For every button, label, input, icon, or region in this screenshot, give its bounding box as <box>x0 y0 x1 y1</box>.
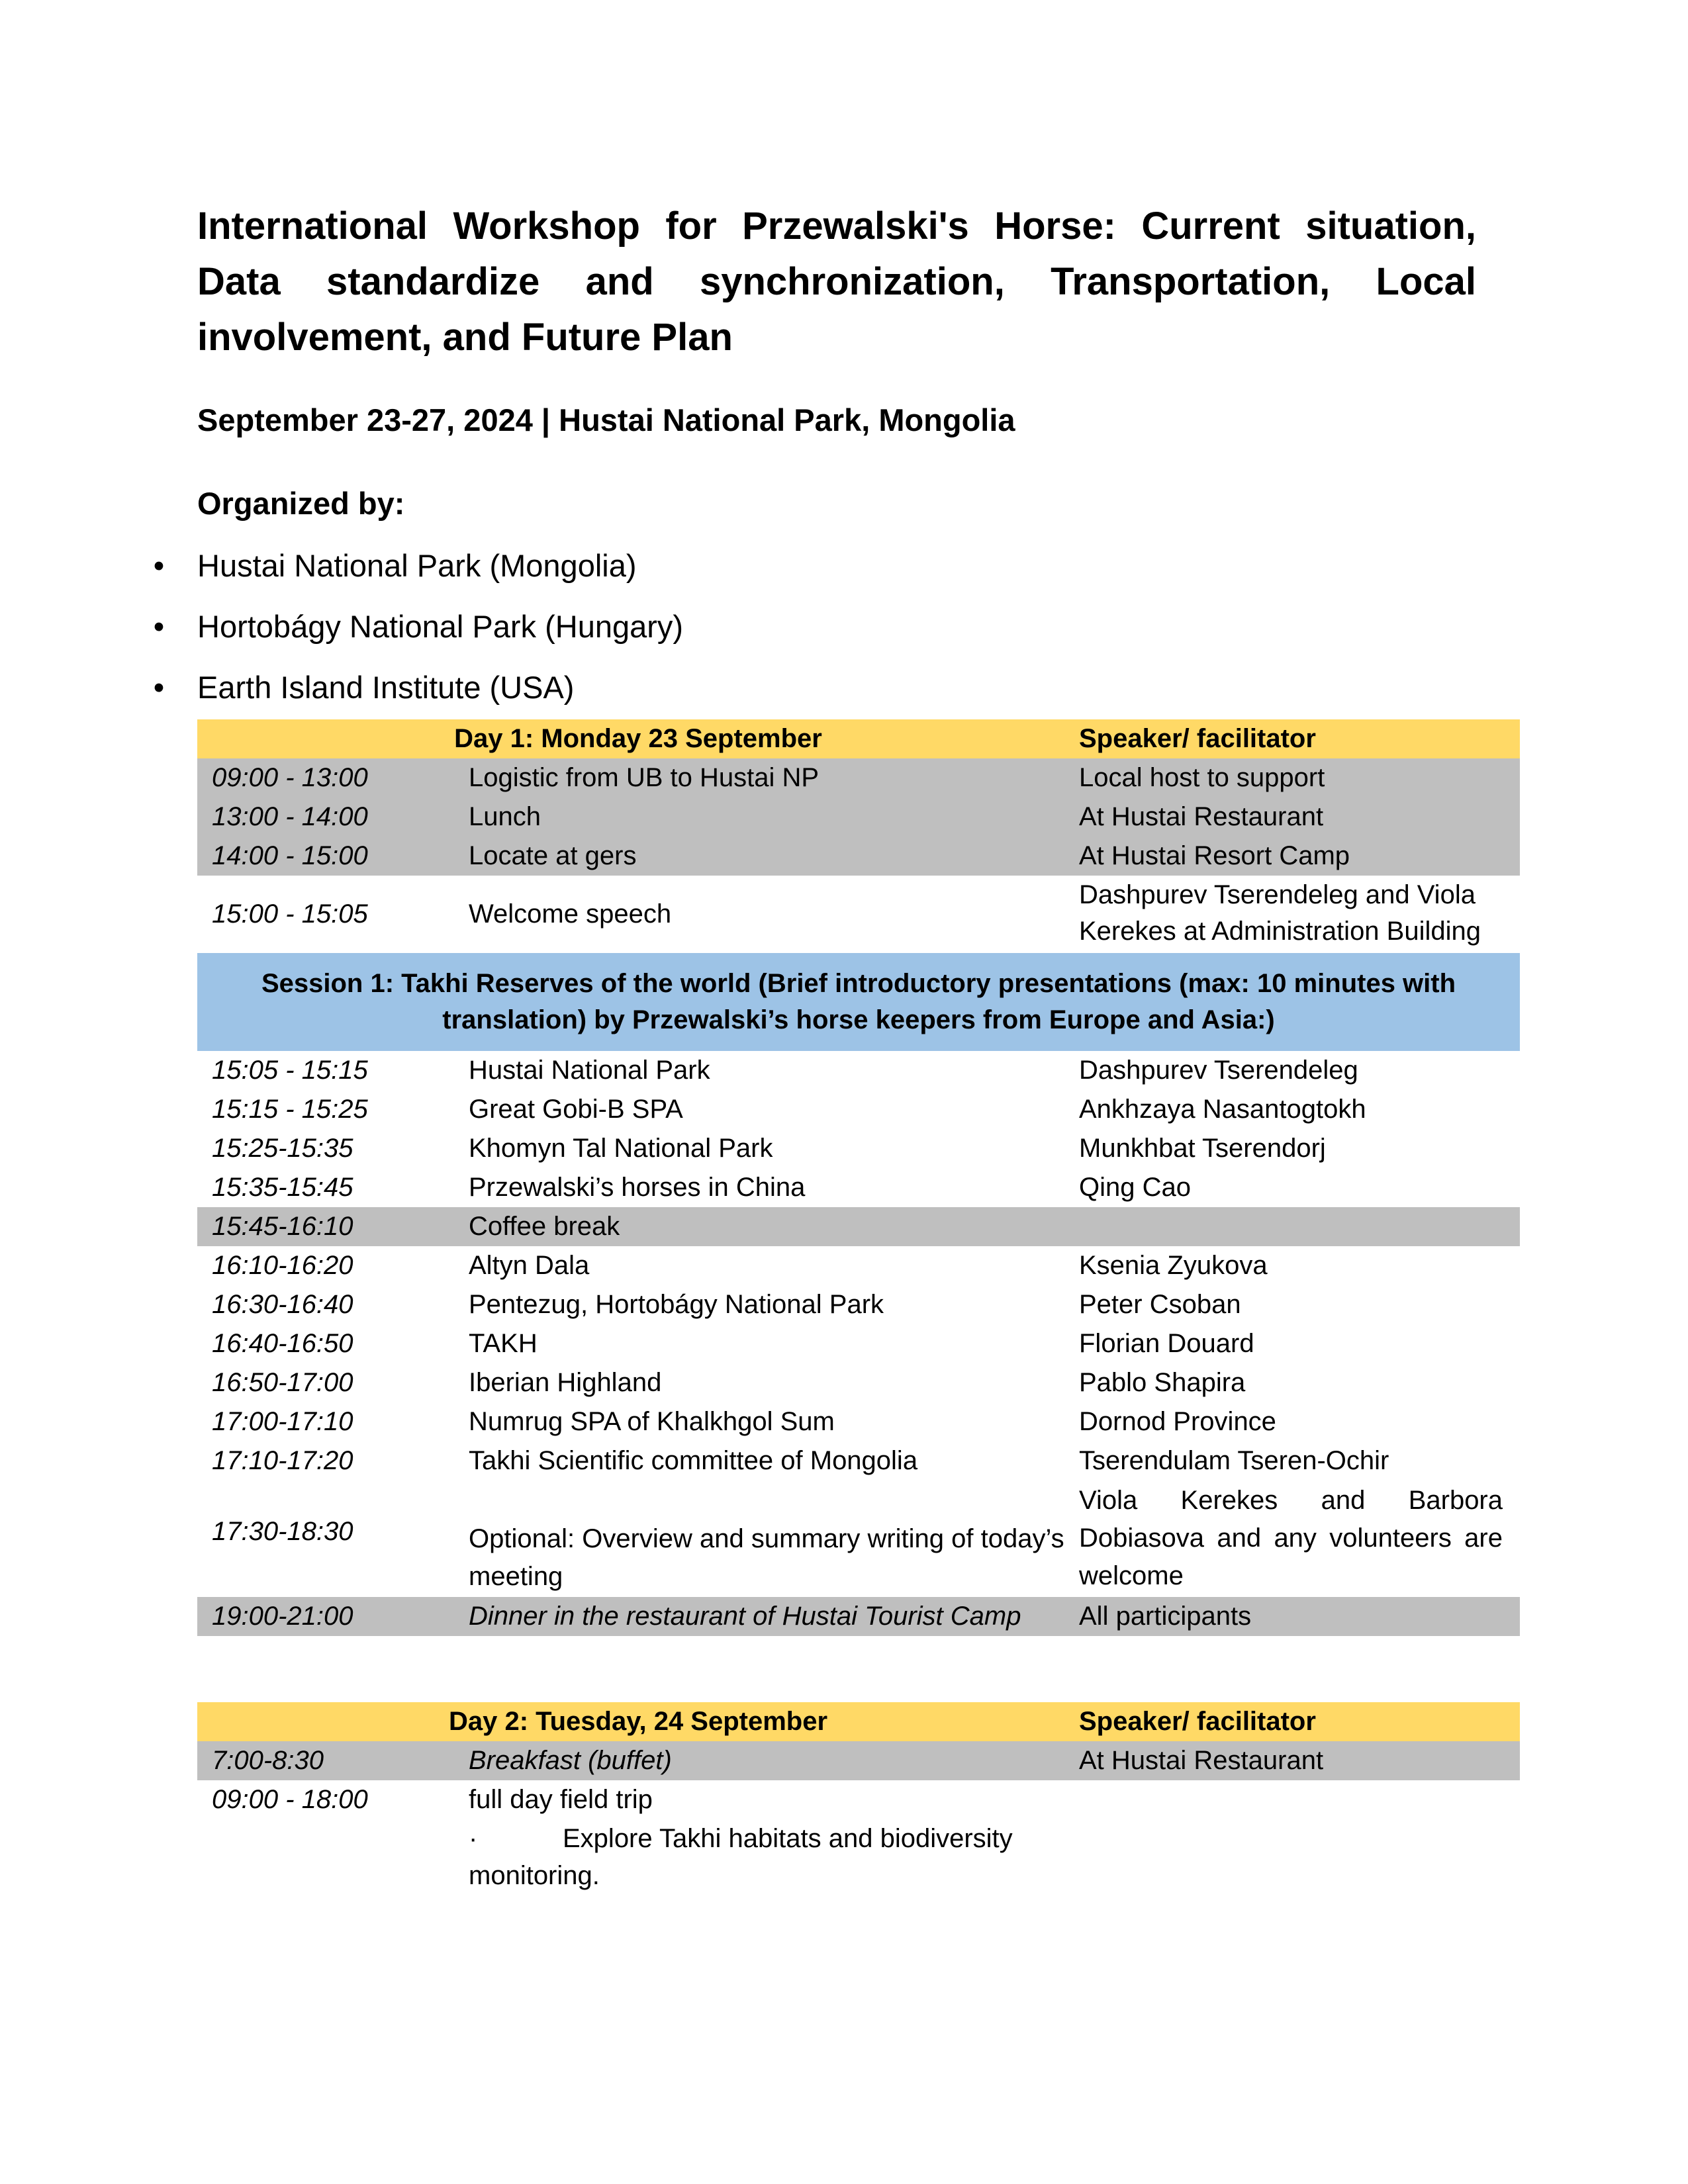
event-date-location: September 23-27, 2024 | Hustai National Park, Mongolia <box>197 402 1015 437</box>
speaker-cell: Dashpurev Tserendeleg <box>1079 1056 1358 1085</box>
table-row <box>197 1324 1520 1363</box>
table-row <box>197 1402 1520 1441</box>
speaker-cell: At Hustai Restaurant <box>1079 1746 1324 1775</box>
speaker-cell: Local host to support <box>1079 763 1325 792</box>
page-title: International Workshop for Przewalski's Horse: Current situation, Data standardize and synchronization, Transportation, Local involvement, and Future Plan <box>197 205 1476 359</box>
organizer-item <box>146 543 683 604</box>
table-row <box>197 1246 1520 1285</box>
activity-cell: Hustai National Park <box>469 1056 710 1085</box>
time-cell: 7:00-8:30 <box>212 1746 324 1775</box>
activity-cell: Breakfast (buffet) <box>469 1746 672 1775</box>
activity-cell: Iberian Highland <box>469 1368 662 1397</box>
time-cell: 14:00 - 15:00 <box>212 841 368 870</box>
table-row-field-trip <box>197 1780 1520 1897</box>
time-cell: 15:15 - 15:25 <box>212 1095 368 1124</box>
organizer-name: Earth Island Institute (USA) <box>197 670 575 705</box>
activity-cell: Khomyn Tal National Park <box>469 1134 773 1163</box>
speaker-cell: Florian Douard <box>1079 1329 1254 1358</box>
day1-heading: Day 1: Monday 23 September <box>454 724 822 753</box>
speaker-cell: Ankhzaya Nasantogtokh <box>1079 1095 1366 1124</box>
session-title-line: Session 1: Takhi Reserves of the world (Brief introductory presentations (max: 10 minutes with <box>261 969 1456 998</box>
speaker-cell: Viola Kerekes and Barbora Dobiasova and any volunteers are welcome <box>1079 1486 1503 1590</box>
bullet-icon: • <box>153 609 165 644</box>
day2-schedule-table <box>197 1702 1520 1897</box>
table-row <box>197 1285 1520 1324</box>
time-cell: 15:00 - 15:05 <box>212 899 368 929</box>
time-cell: 16:30-16:40 <box>212 1290 353 1319</box>
activity-bullet-line <box>469 1819 1078 1858</box>
time-cell: 15:35-15:45 <box>212 1173 353 1202</box>
speaker-cell: Pablo Shapira <box>1079 1368 1246 1397</box>
bullet-text: Explore Takhi habitats and biodiversity <box>563 1824 1013 1853</box>
time-cell: 16:40-16:50 <box>212 1329 353 1358</box>
table-row <box>197 1441 1520 1480</box>
speaker-cell: At Hustai Resort Camp <box>1079 841 1350 870</box>
session-title-line: translation) by Przewalski’s horse keepers from Europe and Asia:) <box>442 1005 1275 1034</box>
table-row <box>197 837 1520 876</box>
speaker-column-heading: Speaker/ facilitator <box>1079 1707 1316 1736</box>
time-cell: 16:50-17:00 <box>212 1368 353 1397</box>
bullet-icon: · <box>469 1824 478 1853</box>
speaker-cell: At Hustai Restaurant <box>1079 802 1324 831</box>
organizers-label: Organized by: <box>197 486 405 521</box>
table-row <box>197 1129 1520 1168</box>
day1-header-row <box>197 719 1520 758</box>
activity-cell: Coffee break <box>469 1212 620 1241</box>
speaker-cell: Ksenia Zyukova <box>1079 1251 1268 1280</box>
activity-cell: Przewalski’s horses in China <box>469 1173 806 1202</box>
time-cell: 13:00 - 14:00 <box>212 802 368 831</box>
table-row <box>197 876 1520 953</box>
table-row-optional <box>197 1480 1520 1597</box>
table-row-dinner <box>197 1597 1520 1636</box>
activity-cell: full day field trip <box>469 1785 653 1814</box>
activity-cell: TAKH <box>469 1329 538 1358</box>
time-cell: 17:00-17:10 <box>212 1407 353 1436</box>
activity-cell: Lunch <box>469 802 541 831</box>
activity-cell: Logistic from UB to Hustai NP <box>469 763 820 792</box>
time-cell: 17:30-18:30 <box>212 1517 353 1546</box>
speaker-cell: All participants <box>1079 1602 1252 1631</box>
table-row <box>197 1051 1520 1090</box>
time-cell: 15:45-16:10 <box>212 1212 353 1241</box>
table-row-coffee-break <box>197 1207 1520 1246</box>
organizer-name: Hortobágy National Park (Hungary) <box>197 609 684 644</box>
organizer-item <box>146 604 683 664</box>
activity-cell: Dinner in the restaurant of Hustai Tourist Camp <box>469 1602 1021 1631</box>
table-row <box>197 1741 1520 1780</box>
activity-cell: Optional: Overview and summary writing of today’s meeting <box>469 1524 1064 1591</box>
day2-heading: Day 2: Tuesday, 24 September <box>448 1707 828 1736</box>
table-row <box>197 1168 1520 1207</box>
day2-header-row <box>197 1702 1520 1741</box>
organizer-item <box>146 664 683 725</box>
activity-cell: Takhi Scientific committee of Mongolia <box>469 1446 918 1475</box>
time-cell: 17:10-17:20 <box>212 1446 353 1475</box>
speaker-cell: Peter Csoban <box>1079 1290 1241 1319</box>
activity-bullet-continuation: monitoring. <box>469 1861 600 1890</box>
speaker-cell: Dornod Province <box>1079 1407 1276 1436</box>
speaker-line: Kerekes at Administration Building <box>1079 917 1481 946</box>
day1-schedule-table <box>197 719 1520 1636</box>
speaker-column-heading: Speaker/ facilitator <box>1079 724 1316 753</box>
time-cell: 16:10-16:20 <box>212 1251 353 1280</box>
bullet-icon: • <box>153 548 165 583</box>
table-row <box>197 1363 1520 1402</box>
activity-cell: Pentezug, Hortobágy National Park <box>469 1290 884 1319</box>
activity-cell: Great Gobi-B SPA <box>469 1095 683 1124</box>
speaker-cell <box>1079 877 1503 950</box>
time-cell: 15:05 - 15:15 <box>212 1056 368 1085</box>
speaker-cell: Qing Cao <box>1079 1173 1191 1202</box>
speaker-cell: Munkhbat Tserendorj <box>1079 1134 1326 1163</box>
speaker-line: Dashpurev Tserendeleg and Viola <box>1079 880 1476 909</box>
bullet-icon: • <box>153 670 165 705</box>
table-row <box>197 1090 1520 1129</box>
activity-cell: Locate at gers <box>469 841 637 870</box>
organizer-name: Hustai National Park (Mongolia) <box>197 548 637 583</box>
activity-cell: Numrug SPA of Khalkhgol Sum <box>469 1407 835 1436</box>
activity-cell: Altyn Dala <box>469 1251 590 1280</box>
activity-cell: Welcome speech <box>469 899 672 929</box>
time-cell: 15:25-15:35 <box>212 1134 353 1163</box>
speaker-cell: Tserendulam Tseren-Ochir <box>1079 1446 1389 1475</box>
time-cell: 19:00-21:00 <box>212 1602 353 1631</box>
session-header-row <box>197 953 1520 1051</box>
time-cell: 09:00 - 13:00 <box>212 763 368 792</box>
organizers-list <box>146 543 683 725</box>
time-cell: 09:00 - 18:00 <box>212 1785 368 1814</box>
table-row <box>197 758 1520 797</box>
table-row <box>197 797 1520 837</box>
